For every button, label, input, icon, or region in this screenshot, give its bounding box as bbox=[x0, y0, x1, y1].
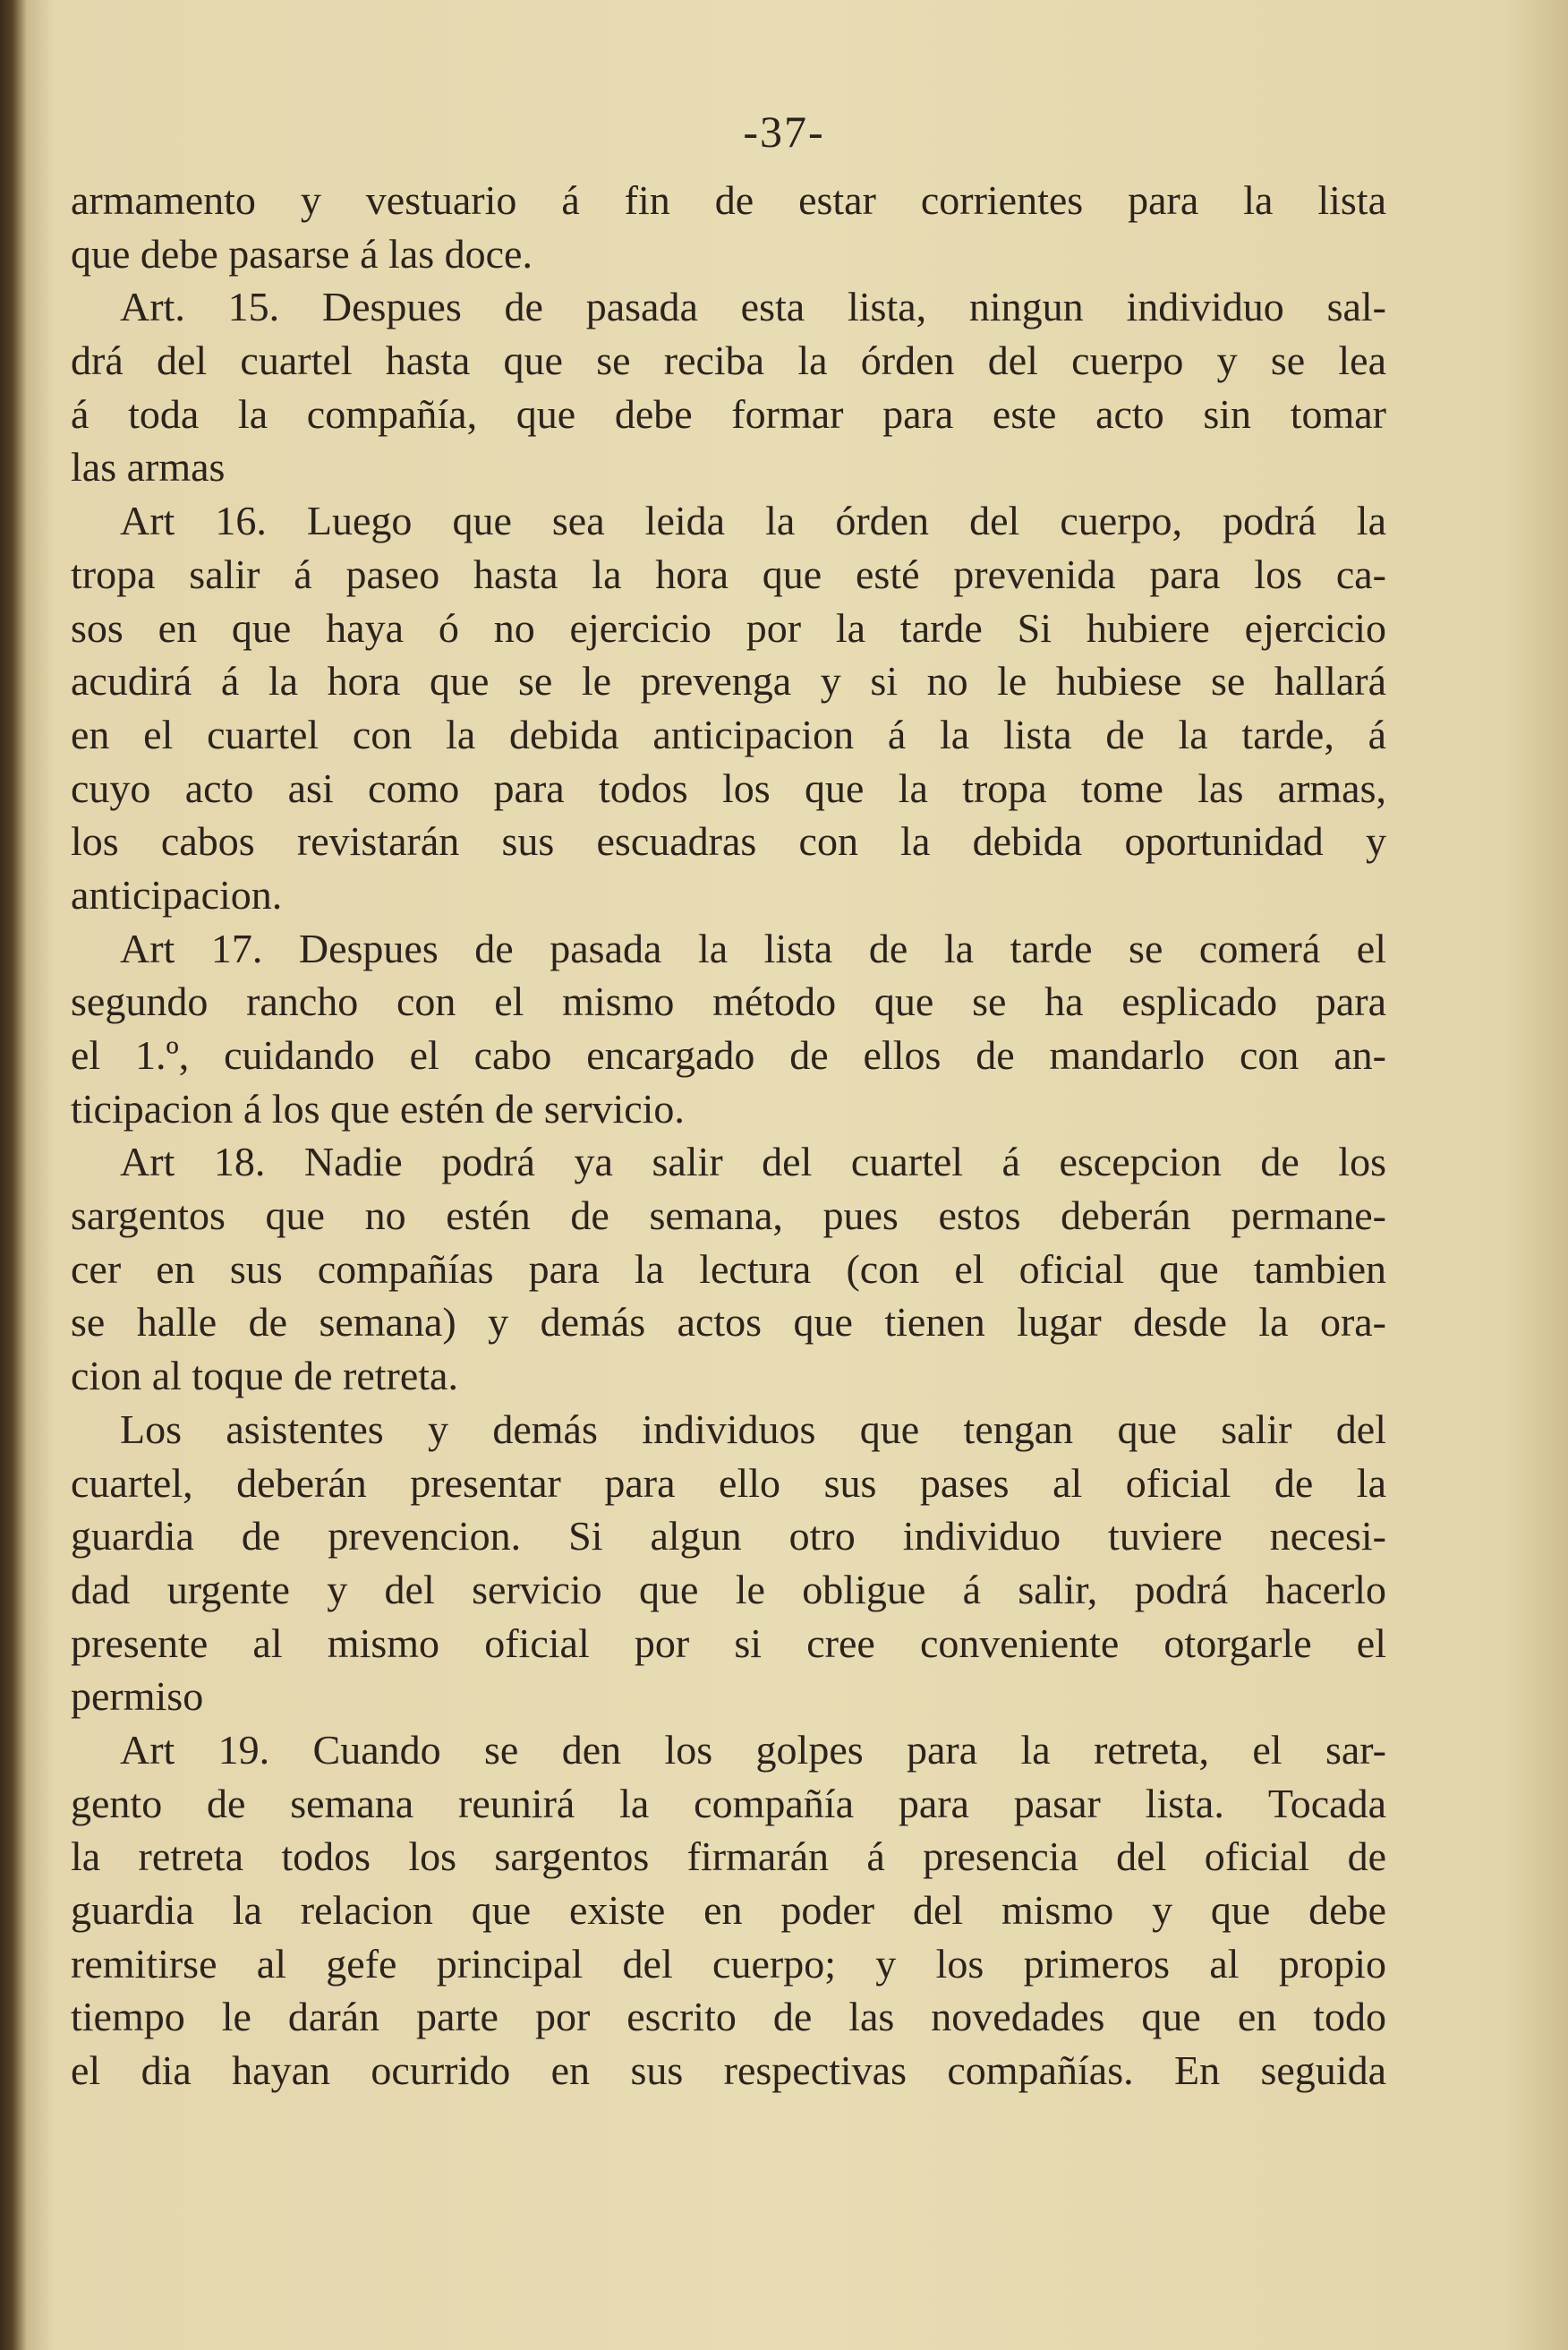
text-line: tiempo le darán parte por escrito de las novedades que en todo bbox=[71, 1994, 1386, 2040]
text-line: cion al toque de retreta. bbox=[71, 1353, 458, 1399]
text-line: la retreta todos los sargentos firmarán á presencia del oficial de bbox=[71, 1833, 1386, 1880]
text-line: drá del cuartel hasta que se reciba la órden del cuerpo y se lea bbox=[71, 338, 1386, 384]
text-line: remitirse al gefe principal del cuerpo; y los primeros al propio bbox=[71, 1940, 1386, 1987]
text-line: sos en que haya ó no ejercicio por la tarde Si hubiere ejercicio bbox=[71, 604, 1386, 651]
text-line: los cabos revistarán sus escuadras con la debida oportunidad y bbox=[71, 818, 1386, 865]
paragraph-start-line: Los asistentes y demás individuos que tengan que salir del bbox=[120, 1406, 1386, 1452]
text-line: sargentos que no estén de semana, pues estos deberán permane- bbox=[71, 1192, 1386, 1239]
text-line: acudirá á la hora que se le prevenga y si no le hubiese se hallará bbox=[71, 658, 1386, 705]
text-line: dad urgente y del servicio que le obligue á salir, podrá hacerlo bbox=[71, 1566, 1386, 1612]
text-line: el dia hayan ocurrido en sus respectivas compañías. En seguida bbox=[71, 2047, 1386, 2094]
text-line: segundo rancho con el mismo método que se ha esplicado para bbox=[71, 978, 1386, 1025]
text-line: ticipacion á los que estén de servicio. bbox=[71, 1085, 685, 1132]
text-line: el 1.º, cuidando el cabo encargado de ellos de mandarlo con an- bbox=[71, 1032, 1386, 1078]
body-text bbox=[71, 174, 1386, 2098]
text-line: tropa salir á paseo hasta la hora que esté prevenida para los ca- bbox=[71, 551, 1386, 597]
paragraph-start-line: Art 17. Despues de pasada la lista de la tarde se comerá el bbox=[120, 925, 1386, 971]
text-line: á toda la compañía, que debe formar para este acto sin tomar bbox=[71, 390, 1386, 437]
text-line: gento de semana reunirá la compañía para pasar lista. Tocada bbox=[71, 1780, 1386, 1826]
paragraph-start-line: Art 18. Nadie podrá ya salir del cuartel á escepcion de los bbox=[120, 1139, 1386, 1185]
text-line: permiso bbox=[71, 1673, 204, 1720]
text-line: anticipacion. bbox=[71, 871, 283, 918]
text-line: en el cuartel con la debida anticipacion á la lista de la tarde, á bbox=[71, 711, 1386, 757]
text-line: cuartel, deberán presentar para ello sus pases al oficial de la bbox=[71, 1459, 1386, 1506]
paragraph-start-line: Art 19. Cuando se den los golpes para la retreta, el sar- bbox=[120, 1726, 1386, 1773]
text-line: armamento y vestuario á fin de estar corrientes para la lista bbox=[71, 177, 1386, 223]
text-line: guardia la relacion que existe en poder del mismo y que debe bbox=[71, 1887, 1386, 1933]
paragraph-start-line: Art. 15. Despues de pasada esta lista, ningun individuo sal- bbox=[120, 284, 1386, 330]
text-line: cuyo acto asi como para todos los que la tropa tome las armas, bbox=[71, 765, 1386, 811]
text-line: que debe pasarse á las doce. bbox=[71, 230, 533, 277]
paragraph-start-line: Art 16. Luego que sea leida la órden del cuerpo, podrá la bbox=[120, 498, 1386, 544]
page-number: -37- bbox=[743, 107, 825, 157]
text-line: guardia de prevencion. Si algun otro individuo tuviere necesi- bbox=[71, 1513, 1386, 1560]
text-line: las armas bbox=[71, 444, 226, 491]
text-line: presente al mismo oficial por si cree conveniente otorgarle el bbox=[71, 1619, 1386, 1666]
text-line: cer en sus compañías para la lectura (con el oficial que tambien bbox=[71, 1245, 1386, 1292]
text-line: se halle de semana) y demás actos que tienen lugar desde la ora- bbox=[71, 1299, 1386, 1346]
